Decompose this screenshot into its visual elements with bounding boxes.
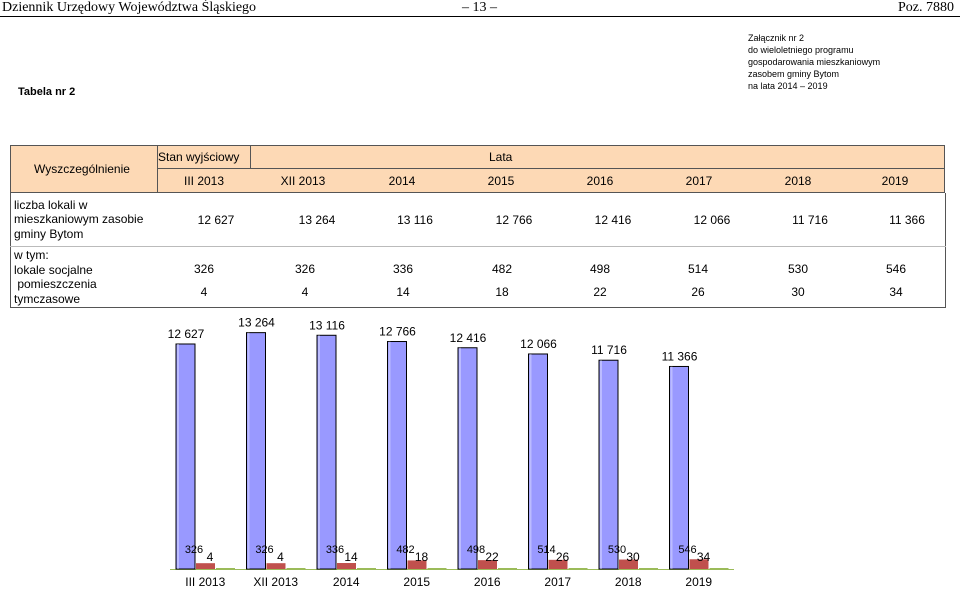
bar-temporary [639, 568, 658, 569]
data-label-temporary: 34 [696, 550, 711, 564]
bar-temporary [428, 568, 447, 569]
bar-highlight [530, 354, 532, 569]
table-cell: 11 716 [792, 213, 828, 227]
data-label-temporary: 14 [344, 550, 358, 564]
attachment-line: na lata 2014 – 2019 [748, 81, 828, 91]
bar-highlight [318, 335, 320, 569]
bar-temporary [569, 568, 588, 569]
table-cell: 12 627 [197, 213, 235, 227]
row-label: liczba lokali w [14, 198, 88, 212]
table-cell: 4 [301, 285, 309, 299]
data-label-social: 530 [607, 544, 627, 556]
header-initial: Stan wyjściowy [158, 150, 240, 164]
bar-highlight [248, 333, 250, 569]
bar-highlight [389, 342, 391, 569]
column-header: 2017 [685, 174, 713, 188]
attachment-line: Załącznik nr 2 [748, 33, 805, 43]
bar-social [267, 563, 286, 569]
column-header: 2014 [388, 174, 416, 188]
data-label-total: 13 116 [309, 318, 345, 333]
table-cell: 18 [495, 285, 509, 299]
row-label: tymczasowe [14, 292, 81, 306]
data-label-social: 498 [466, 544, 486, 556]
row-label: mieszkaniowym zasobie [14, 212, 144, 226]
bar-highlight [177, 344, 179, 569]
row-label: pomieszczenia [14, 277, 97, 291]
category-label: 2018 [614, 575, 642, 589]
data-label-temporary: 18 [414, 550, 429, 564]
bar-social [196, 563, 215, 569]
attachment-line: zasobem gminy Bytom [748, 69, 840, 79]
row-label: gminy Bytom [14, 227, 84, 241]
data-label-temporary: 4 [206, 550, 214, 564]
row-label: lokale socjalne [14, 263, 93, 277]
column-header: XII 2013 [280, 174, 326, 188]
attachment-line: do wieloletniego programu [748, 45, 854, 55]
data-label-temporary: 26 [555, 550, 570, 564]
table-cell: 4 [200, 285, 208, 299]
bar-highlight [459, 348, 461, 569]
bar-temporary [498, 568, 517, 569]
data-label-social: 326 [255, 544, 274, 556]
data-label-total: 12 766 [379, 324, 416, 339]
data-label-total: 11 366 [661, 349, 698, 364]
bar-temporary [216, 568, 235, 569]
data-label-social: 336 [325, 544, 345, 556]
data-label-social: 326 [184, 544, 204, 556]
bar-highlight [671, 366, 673, 569]
attachment-line: gospodarowania mieszkaniowym [748, 57, 881, 67]
data-label-total: 11 716 [591, 343, 627, 358]
data-label-temporary: 4 [277, 550, 284, 564]
data-label-temporary: 22 [485, 550, 499, 564]
table-cell: 514 [687, 262, 709, 276]
header-years: Lata [489, 150, 513, 164]
column-header: III 2013 [183, 174, 225, 188]
page-number: – 13 – [462, 0, 497, 15]
category-label: 2016 [473, 575, 501, 589]
data-label-social: 482 [396, 544, 415, 556]
table-cell: 12 766 [495, 213, 533, 227]
table-cell: 12 416 [594, 213, 632, 227]
table-cell: 336 [392, 262, 414, 276]
data-label-social: 546 [678, 544, 697, 556]
table-label: Tabela nr 2 [18, 86, 76, 98]
table-cell: 326 [193, 262, 215, 276]
table-cell: 498 [589, 262, 611, 276]
data-label-total: 12 416 [449, 330, 487, 345]
category-label: 2015 [403, 575, 431, 589]
category-label: 2019 [685, 575, 713, 589]
table-cell: 482 [491, 262, 513, 276]
table-cell: 13 264 [298, 213, 336, 227]
category-label: 2017 [544, 575, 572, 589]
table-cell: 13 116 [397, 213, 433, 227]
column-header: 2015 [487, 174, 515, 188]
table-cell: 326 [294, 262, 316, 276]
column-header: 2018 [784, 174, 812, 188]
bar-temporary [710, 568, 729, 569]
category-label: 2014 [332, 575, 360, 589]
table-cell: 26 [691, 285, 705, 299]
header-spec: Wyszczególnienie [34, 162, 130, 176]
table-cell: 14 [396, 285, 410, 299]
table-cell: 530 [787, 262, 809, 276]
table-cell: 34 [889, 285, 903, 299]
table-cell: 12 066 [693, 213, 731, 227]
data-label-social: 514 [537, 544, 556, 556]
table-cell: 546 [885, 262, 907, 276]
row-label: w tym: [14, 248, 49, 262]
table-cell: 22 [593, 285, 607, 299]
data-label-total: 12 066 [520, 336, 557, 351]
bar-temporary [357, 568, 376, 569]
table-cell: 11 366 [889, 213, 925, 227]
bar-highlight [600, 360, 602, 569]
column-header: 2019 [881, 174, 909, 188]
bar-temporary [287, 568, 306, 569]
journal-title: Dziennik Urzędowy Województwa Śląskiego [2, 0, 257, 15]
position-number: Poz. 7880 [898, 0, 954, 15]
category-label: XII 2013 [253, 575, 299, 589]
data-label-total: 13 264 [238, 315, 275, 330]
data-label-total: 12 627 [167, 326, 205, 341]
data-label-temporary: 30 [626, 550, 640, 564]
table-cell: 30 [791, 285, 805, 299]
column-header: 2016 [586, 174, 614, 188]
category-label: III 2013 [185, 575, 226, 589]
